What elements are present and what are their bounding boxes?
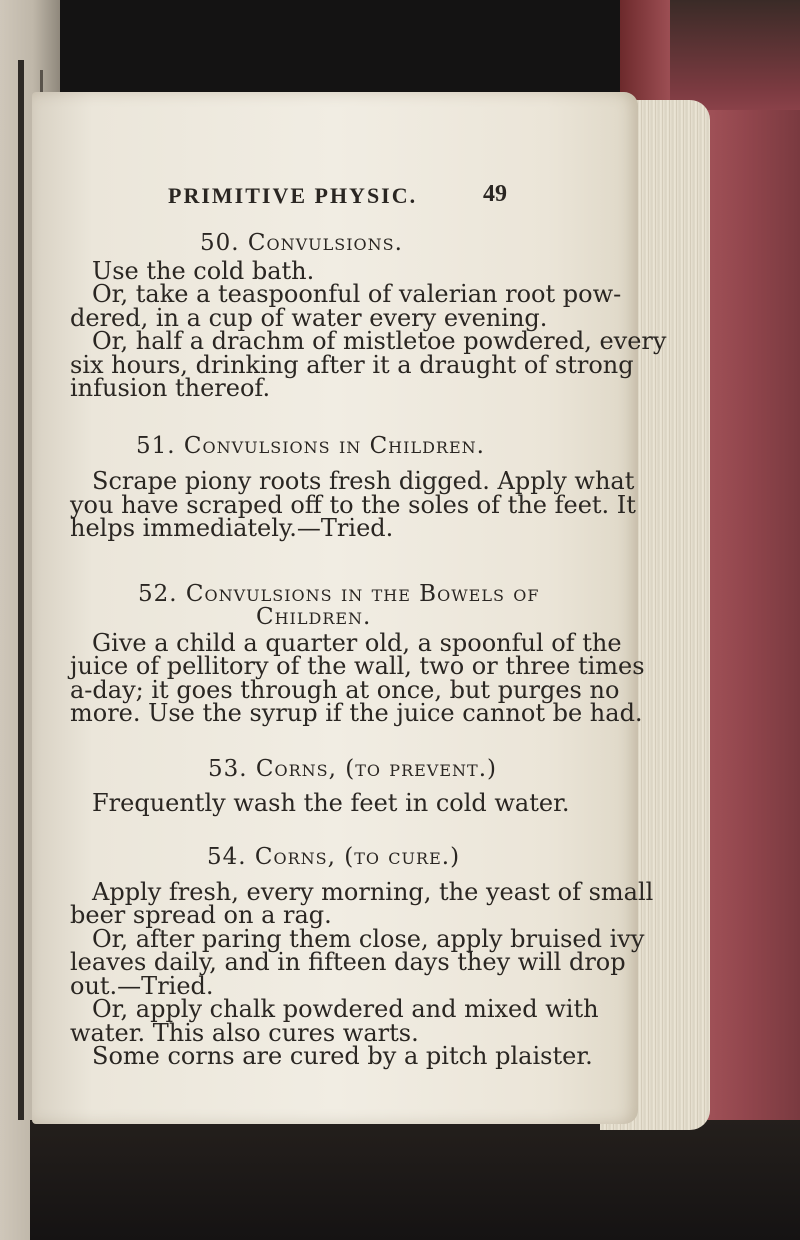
running-head: PRIMITIVE PHYSIC. bbox=[168, 183, 418, 208]
section-heading: 51. Convulsions in Children. bbox=[136, 433, 485, 460]
text-line: leaves daily, and in fifteen days they will drop bbox=[70, 948, 626, 977]
text-line: out.—Tried. bbox=[70, 971, 214, 1000]
section-heading: 50. Convulsions. bbox=[200, 230, 403, 256]
text-line: juice of pellitory of the wall, two or three times bbox=[70, 652, 645, 681]
text-line: dered, in a cup of water every evening. bbox=[70, 303, 548, 332]
text-line: water. This also cures warts. bbox=[70, 1018, 419, 1047]
text-line: Use the cold bath. bbox=[92, 256, 315, 285]
book-bottom-shadow bbox=[30, 1120, 800, 1240]
section-heading: 53. Corns, (to prevent.) bbox=[208, 755, 497, 782]
page-number: 49 bbox=[483, 181, 507, 207]
cover-top-edge bbox=[670, 0, 800, 110]
text-line: infusion thereof. bbox=[70, 373, 271, 402]
text-line: you have scraped off to the soles of the feet. It bbox=[70, 490, 636, 519]
text-line: Or, after paring them close, apply bruised ivy bbox=[92, 924, 645, 953]
text-line: Scrape piony roots fresh digged. Apply what bbox=[92, 467, 635, 495]
page-edge-shadow bbox=[18, 60, 24, 1120]
text-line: Give a child a quarter old, a spoonful of the bbox=[92, 629, 622, 657]
text-line: Frequently wash the feet in cold water. bbox=[92, 789, 570, 818]
section-heading: 52. Convulsions in the Bowels of bbox=[138, 580, 540, 607]
text-line: Or, apply chalk powdered and mixed with bbox=[92, 995, 599, 1024]
text-line: a-day; it goes through at once, but purges no bbox=[70, 675, 620, 704]
section-heading-continued: Children. bbox=[256, 603, 372, 630]
section-heading: 54. Corns, (to cure.) bbox=[207, 844, 461, 871]
text-line: helps immediately.—Tried. bbox=[70, 514, 394, 542]
text-line: Or, half a drachm of mistletoe powdered, every bbox=[92, 327, 667, 355]
text-line: beer spread on a rag. bbox=[70, 901, 332, 930]
text-line: Or, take a teaspoonful of valerian root pow- bbox=[92, 280, 622, 309]
text-line: Apply fresh, every morning, the yeast of small bbox=[92, 877, 654, 906]
text-line: six hours, drinking after it a draught of strong bbox=[70, 350, 634, 379]
text-line: more. Use the syrup if the juice cannot be had. bbox=[70, 699, 643, 728]
text-line: Some corns are cured by a pitch plaister. bbox=[92, 1042, 593, 1070]
